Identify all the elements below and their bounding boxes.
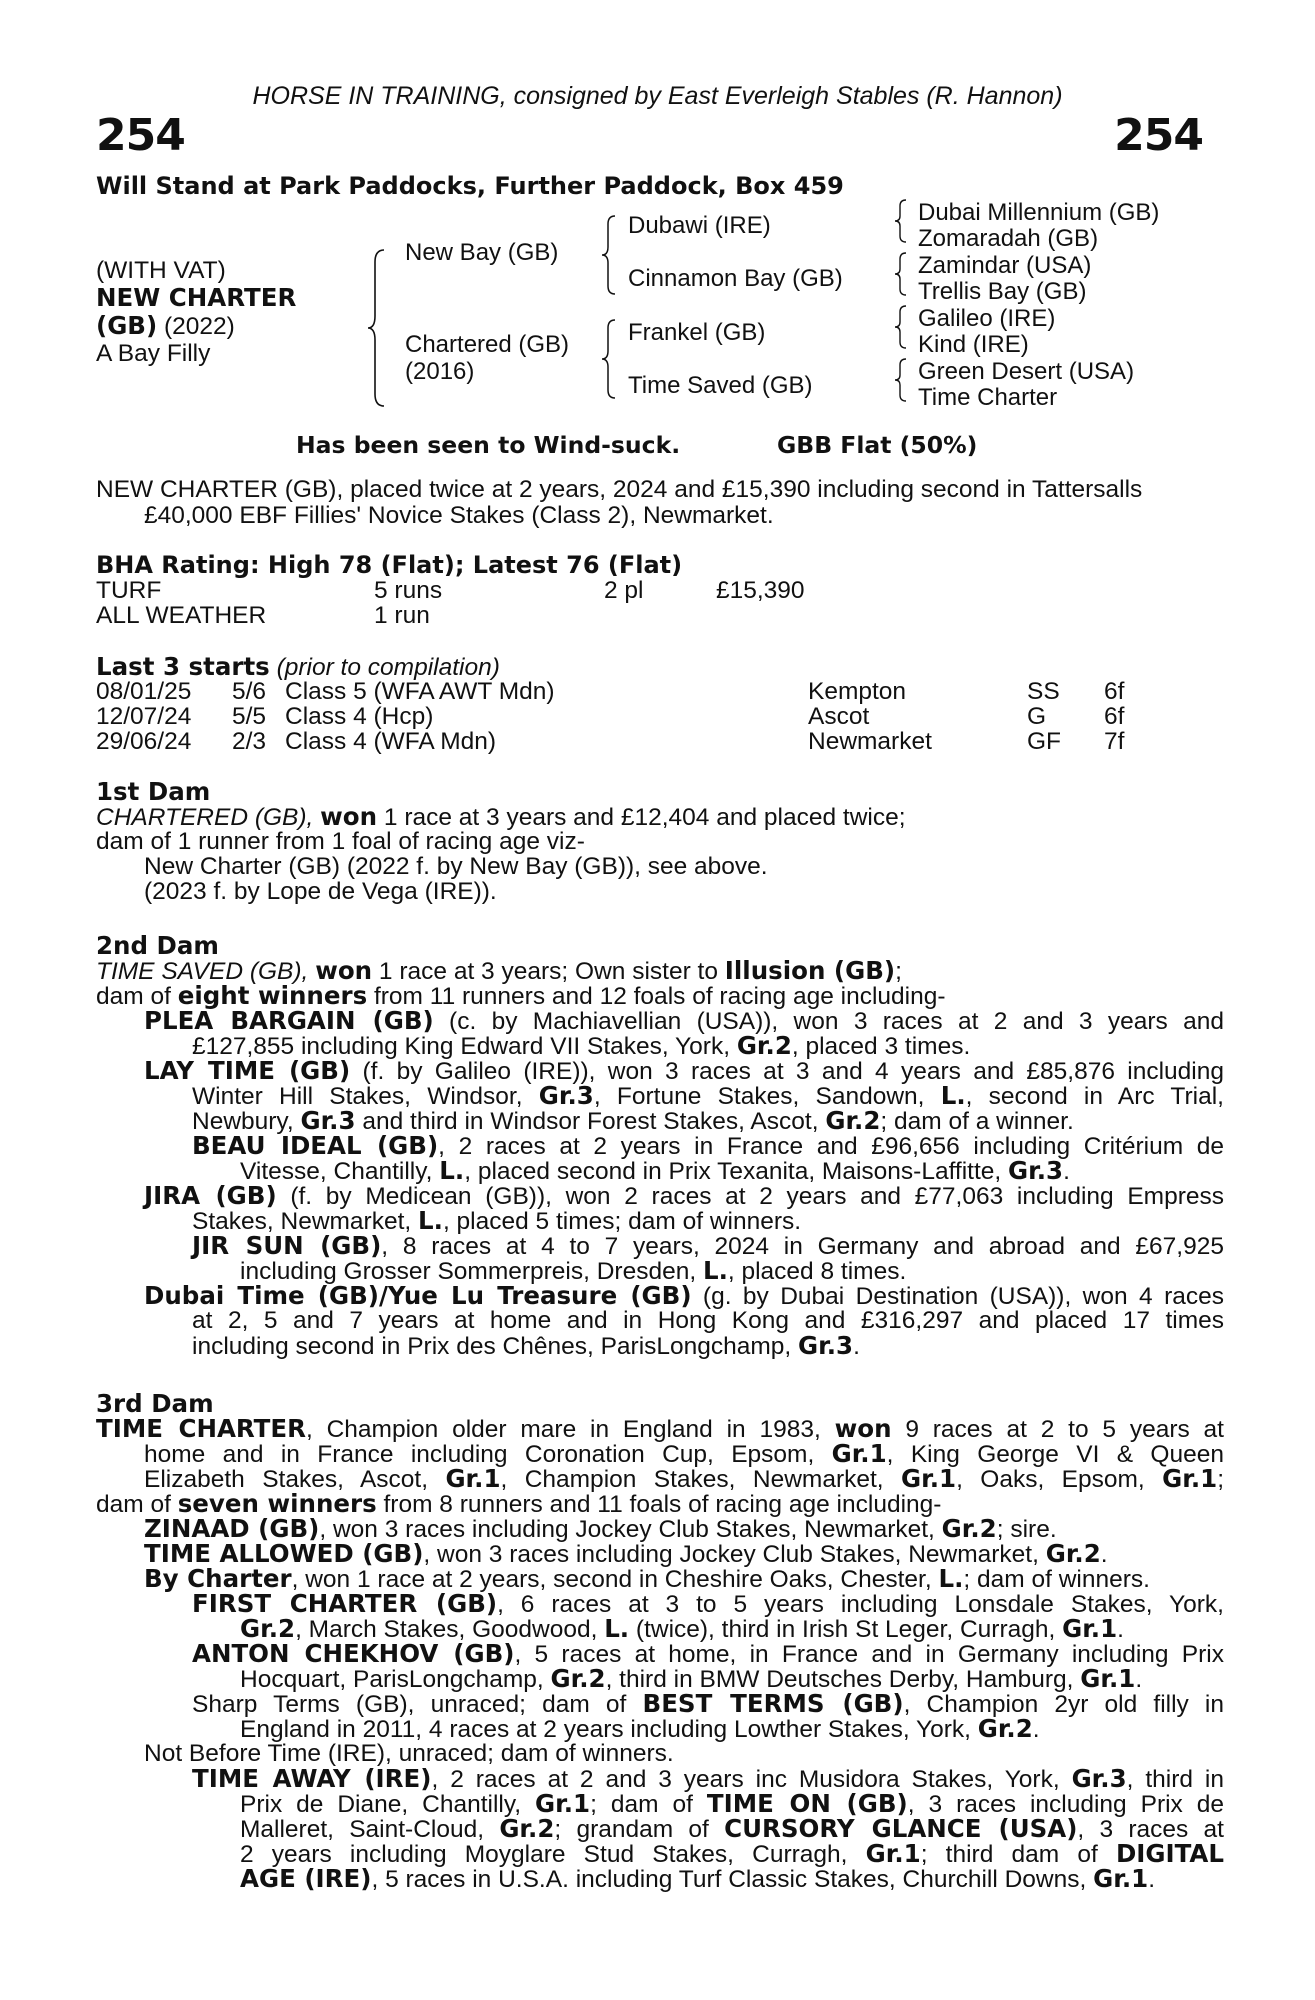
start-course: Ascot [808,703,870,730]
text: ; dam of [590,1791,707,1818]
won-label: won [834,1414,892,1443]
horse-name: ANTON CHEKHOV (GB) [192,1639,515,1668]
rating-surface: TURF [96,577,162,604]
listed-badge: L. [702,1256,728,1285]
text: , 3 races including Prix de [907,1791,1225,1818]
first-dam-heading: 1st Dam [96,777,211,806]
text: , third in [1126,1766,1224,1793]
grade-badge: Gr.1 [535,1789,591,1818]
text: Prix de Diane, Chantilly, [240,1791,536,1818]
summary-line-1: NEW CHARTER (GB), placed twice at 2 years, 2024 and £15,390 including second in Tattersalls [96,476,1143,503]
pedigree-gg1: Dubai Millennium (GB) [918,199,1160,226]
grade-badge: Gr.3 [1071,1764,1127,1793]
produce-lay-time [144,1058,1224,1085]
second-dam-name: TIME SAVED (GB), [96,958,309,985]
horse-name: TIME AWAY (IRE) [192,1764,432,1793]
pedigree-brace-g3 [893,304,909,350]
pedigree-brace-dam [600,318,618,400]
text: (g. by Dubai Destination (USA)), won 4 races [691,1283,1224,1310]
text: . [853,1333,860,1360]
horse-name: JIRA (GB) [144,1181,277,1210]
text: 1 race at 3 years; Own sister to [372,958,725,985]
horse-name: TIME ON (GB) [706,1789,908,1818]
grade-badge: Gr.1 [1093,1864,1149,1893]
grade-badge: Gr.2 [825,1106,881,1135]
third-dam-section [96,1391,1226,1911]
first-dam-foal-1: New Charter (GB) (2022 f. by New Bay (GB)), see above. [144,853,768,880]
sibling-name: Illusion (GB) [724,956,896,985]
rating-runs: 5 runs [374,577,443,604]
pedigree-gg6: Kind (IRE) [918,331,1029,358]
text: , won 3 races including Jockey Club Stakes, Newmarket, [319,1516,942,1543]
start-pos: 5/6 [232,678,267,705]
start-dist: 6f [1104,703,1125,730]
text: . [1148,1866,1155,1893]
grade-badge: Gr.2 [977,1714,1033,1743]
start-course: Newmarket [808,728,932,755]
horse-name: ZINAAD (GB) [144,1514,320,1543]
grade-badge: Gr.2 [240,1614,296,1643]
pedigree-brace-g1 [893,198,909,244]
third-dam-name: TIME CHARTER [96,1414,306,1443]
text: Vitesse, Chantilly, [240,1158,440,1185]
start-race: Class 5 (WFA AWT Mdn) [285,678,555,705]
pedigree-dam-sire: Frankel (GB) [628,319,766,346]
horse-year: (2022) [164,313,235,340]
text: ; third dam of [920,1841,1116,1868]
text: , placed 8 times. [727,1258,907,1285]
grade-badge: Gr.1 [1080,1664,1136,1693]
gbb-note: GBB Flat (50%) [777,431,978,459]
lot-number-left: 254 [96,110,185,161]
text: (twice), third in Irish St Leger, Curragh, [629,1616,1063,1643]
text: 9 races at 2 to 5 years at [891,1416,1224,1443]
pedigree-gg3: Zamindar (USA) [918,252,1092,279]
grade-badge: Gr.3 [1008,1156,1064,1185]
horse-name: BEST TERMS (GB) [642,1689,904,1718]
start-date: 08/01/25 [96,678,192,705]
grade-badge: Gr.1 [1162,1464,1218,1493]
horse-name: BEAU IDEAL (GB) [192,1131,439,1160]
text: ; [1217,1466,1224,1493]
text: ; dam of a winner. [880,1108,1074,1135]
grade-badge: Gr.2 [736,1031,792,1060]
grade-badge: Gr.1 [901,1464,957,1493]
winner-count: eight winners [177,981,368,1010]
horse-name: Dubai Time (GB)/Yue Lu Treasure (GB) [144,1281,692,1310]
first-dam-produce: dam of 1 runner from 1 foal of racing age viz- [96,828,585,855]
text: . [1032,1716,1040,1743]
first-dam-section [96,779,1226,909]
rating-runs: 1 run [374,602,430,629]
wind-suck-note: Has been seen to Wind-suck. [296,431,681,459]
summary [96,477,1142,528]
pedigree-gg5: Galileo (IRE) [918,305,1056,332]
text: , 5 races in U.S.A. including Turf Classic Stakes, Churchill Downs, [371,1866,1094,1893]
text: , 2 races at 2 and 3 years inc Musidora Stakes, York, [431,1766,1072,1793]
first-dam-record: 1 race at 3 years and £12,404 and placed twice; [377,804,906,831]
text: Winter Hill Stakes, Windsor, [192,1083,539,1110]
horse-name: LAY TIME (GB) [144,1056,351,1085]
horse-name: TIME ALLOWED (GB) [144,1539,424,1568]
horse-block [96,257,296,367]
second-dam-heading: 2nd Dam [96,931,219,960]
text: , Fortune Stakes, Sandown, [593,1083,941,1110]
listed-badge: L. [940,1081,966,1110]
text: . [1117,1616,1124,1643]
text: home and in France including Coronation Cup, Epsom, [144,1441,832,1468]
text: England in 2011, 4 races at 2 years including Lowther Stakes, York, [240,1716,978,1743]
pedigree-dam: Chartered (GB) [405,331,570,358]
text: , March Stakes, Goodwood, [295,1616,605,1643]
text: , 8 races at 4 to 7 years, 2024 in Germany and abroad and £67,925 [381,1233,1224,1260]
text: dam of [96,983,178,1010]
listed-badge: L. [938,1564,964,1593]
stand-location: Will Stand at Park Paddocks, Further Paddock, Box 459 [96,172,844,200]
text: , King George VI & Queen [886,1441,1224,1468]
horse-name: DIGITAL [1115,1839,1224,1868]
text: including second in Prix des Chênes, ParisLongchamp, [192,1333,799,1360]
rating-earnings: £15,390 [716,577,805,604]
text: , placed second in Prix Texanita, Maisons-Laffitte, [464,1158,1009,1185]
pedigree-gg2: Zomaradah (GB) [918,225,1099,252]
produce-anton-chekhov [192,1641,1224,1668]
produce-plea-bargain [144,1008,1224,1035]
won-label: won [315,956,373,985]
horse-name: JIR SUN (GB) [192,1231,382,1260]
text: (f. by Galileo (IRE)), won 3 races at 3 and 4 years and £85,876 including [350,1058,1224,1085]
text: (f. by Medicean (GB)), won 2 races at 2 years and £77,063 including Empress [276,1183,1224,1210]
grade-badge: Gr.3 [538,1081,594,1110]
text: , second in Arc Trial, [965,1083,1224,1110]
second-dam-section [96,933,1226,1363]
grade-badge: Gr.2 [1045,1539,1101,1568]
pedigree-brace-g4 [893,357,909,403]
text: ; [895,958,902,985]
text: from 8 runners and 11 foals of racing age including- [376,1491,942,1518]
horse-name: By Charter [144,1564,292,1593]
first-dam-name: CHARTERED (GB), [96,804,314,831]
pedigree-brace-main [366,248,388,408]
text: ; dam of winners. [963,1566,1150,1593]
text: . [1135,1666,1143,1693]
start-date: 12/07/24 [96,703,192,730]
horse-name: FIRST CHARTER (GB) [192,1589,498,1618]
text: , won 1 race at 2 years, second in Cheshire Oaks, Chester, [291,1566,939,1593]
pedigree-gg7: Green Desert (USA) [918,358,1135,385]
text: , 5 races at home, in France and in Germany including Prix [514,1641,1224,1668]
pedigree-sire-sire: Dubawi (IRE) [628,212,771,239]
produce-beau-ideal [192,1133,1224,1160]
first-dam-foal-2: (2023 f. by Lope de Vega (IRE)). [144,878,497,905]
horse-country: (GB) [96,311,158,340]
text: , Champion older mare in England in 1983, [306,1416,835,1443]
won-label: won [320,802,378,831]
text: Newbury, [192,1108,301,1135]
text: and third in Windsor Forest Stakes, Ascot, [355,1108,826,1135]
start-pos: 5/5 [232,703,267,730]
listed-badge: L. [604,1614,630,1643]
text: 2 years including Moyglare Stud Stakes, Curragh, [240,1841,866,1868]
grade-badge: Gr.2 [499,1814,555,1843]
text: ; grandam of [554,1816,725,1843]
horse-name: AGE (IRE) [240,1864,372,1893]
text: dam of [96,1491,178,1518]
text: , won 3 races including Jockey Club Stakes, Newmarket, [423,1541,1046,1568]
pedigree-dam-dam: Time Saved (GB) [628,372,813,399]
grade-badge: Gr.3 [300,1106,356,1135]
text: , 6 races at 3 to 5 years including Lonsdale Stakes, York, [497,1591,1224,1618]
grade-badge: Gr.1 [865,1839,921,1868]
summary-line-2: £40,000 EBF Fillies' Novice Stakes (Class 2), Newmarket. [144,501,774,529]
text: . [1063,1158,1070,1185]
start-race: Class 4 (WFA Mdn) [285,728,497,755]
pedigree-gg8: Time Charter [918,384,1058,411]
bha-rating-heading: BHA Rating: High 78 (Flat); Latest 76 (Flat) [96,551,683,579]
start-date: 29/06/24 [96,728,192,755]
pedigree-gg4: Trellis Bay (GB) [918,278,1087,305]
text: , 3 races at [1077,1816,1224,1843]
grade-badge: Gr.2 [941,1514,997,1543]
text: , placed 3 times. [791,1033,971,1060]
text: , third in BMW Deutsches Derby, Hamburg, [605,1666,1081,1693]
rating-surface: ALL WEATHER [96,602,267,629]
text: (c. by Machiavellian (USA)), won 3 races at 2 and 3 years and [433,1008,1224,1035]
last-starts-note: (prior to compilation) [276,654,500,681]
start-race: Class 4 (Hcp) [285,703,434,730]
text: from 11 runners and 12 foals of racing age including- [367,983,946,1010]
last-starts-heading: Last 3 starts [96,652,270,681]
lot-number-right: 254 [1114,110,1203,161]
produce-sharp-terms [192,1691,1224,1718]
pedigree-brace-g2 [893,251,909,297]
start-course: Kempton [808,678,907,705]
listed-badge: L. [418,1206,443,1235]
start-going: G [1027,703,1047,730]
pedigree-sire: New Bay (GB) [405,239,559,266]
horse-name: NEW CHARTER [96,283,297,312]
horse-name: PLEA BARGAIN (GB) [144,1006,434,1035]
pedigree-dam-year: (2016) [405,358,475,385]
produce-jira [144,1183,1224,1210]
text: , Champion 2yr old filly in [903,1691,1224,1718]
text: Hocquart, ParisLongchamp, [240,1666,551,1693]
text: Stakes, Newmarket, [192,1208,419,1235]
winner-count: seven winners [177,1489,377,1518]
start-going: GF [1027,728,1062,755]
start-going: SS [1027,678,1060,705]
grade-badge: Gr.1 [831,1439,887,1468]
text: Sharp Terms (GB), unraced; dam of [192,1691,643,1718]
text: ; sire. [996,1516,1057,1543]
start-dist: 7f [1104,728,1125,755]
text: , 2 races at 2 years in France and £96,656 including Critérium de [438,1133,1224,1160]
grade-badge: Gr.1 [445,1464,501,1493]
horse-description: A Bay Filly [96,340,211,367]
text: , placed 5 times; dam of winners. [442,1208,802,1235]
text: including Grosser Sommerpreis, Dresden, [240,1258,703,1285]
rating-placed: 2 pl [604,577,644,604]
vat-note: (WITH VAT) [96,257,226,284]
produce-not-before-time: Not Before Time (IRE), unraced; dam of winners. [144,1740,674,1767]
text: Malleret, Saint-Cloud, [240,1816,500,1843]
horse-name: CURSORY GLANCE (USA) [724,1814,1078,1843]
text: at 2, 5 and 7 years at home and in Hong Kong and £316,297 and placed 17 times [192,1307,1224,1334]
pedigree-brace-sire [600,214,618,296]
text: , Oaks, Epsom, [956,1466,1163,1493]
grade-badge: Gr.1 [1062,1614,1118,1643]
grade-badge: Gr.3 [798,1331,854,1360]
start-pos: 2/3 [232,728,267,755]
pedigree-sire-dam: Cinnamon Bay (GB) [628,265,843,292]
grade-badge: Gr.2 [550,1664,606,1693]
consignment-header: HORSE IN TRAINING, consigned by East Everleigh Stables (R. Hannon) [252,82,1063,110]
listed-badge: L. [439,1156,465,1185]
text: Elizabeth Stakes, Ascot, [144,1466,446,1493]
text: . [1100,1541,1108,1568]
text: , Champion Stakes, Newmarket, [500,1466,901,1493]
third-dam-heading: 3rd Dam [96,1389,214,1418]
text: £127,855 including King Edward VII Stakes, York, [192,1033,737,1060]
produce-dubai-time [144,1283,1224,1310]
start-dist: 6f [1104,678,1125,705]
